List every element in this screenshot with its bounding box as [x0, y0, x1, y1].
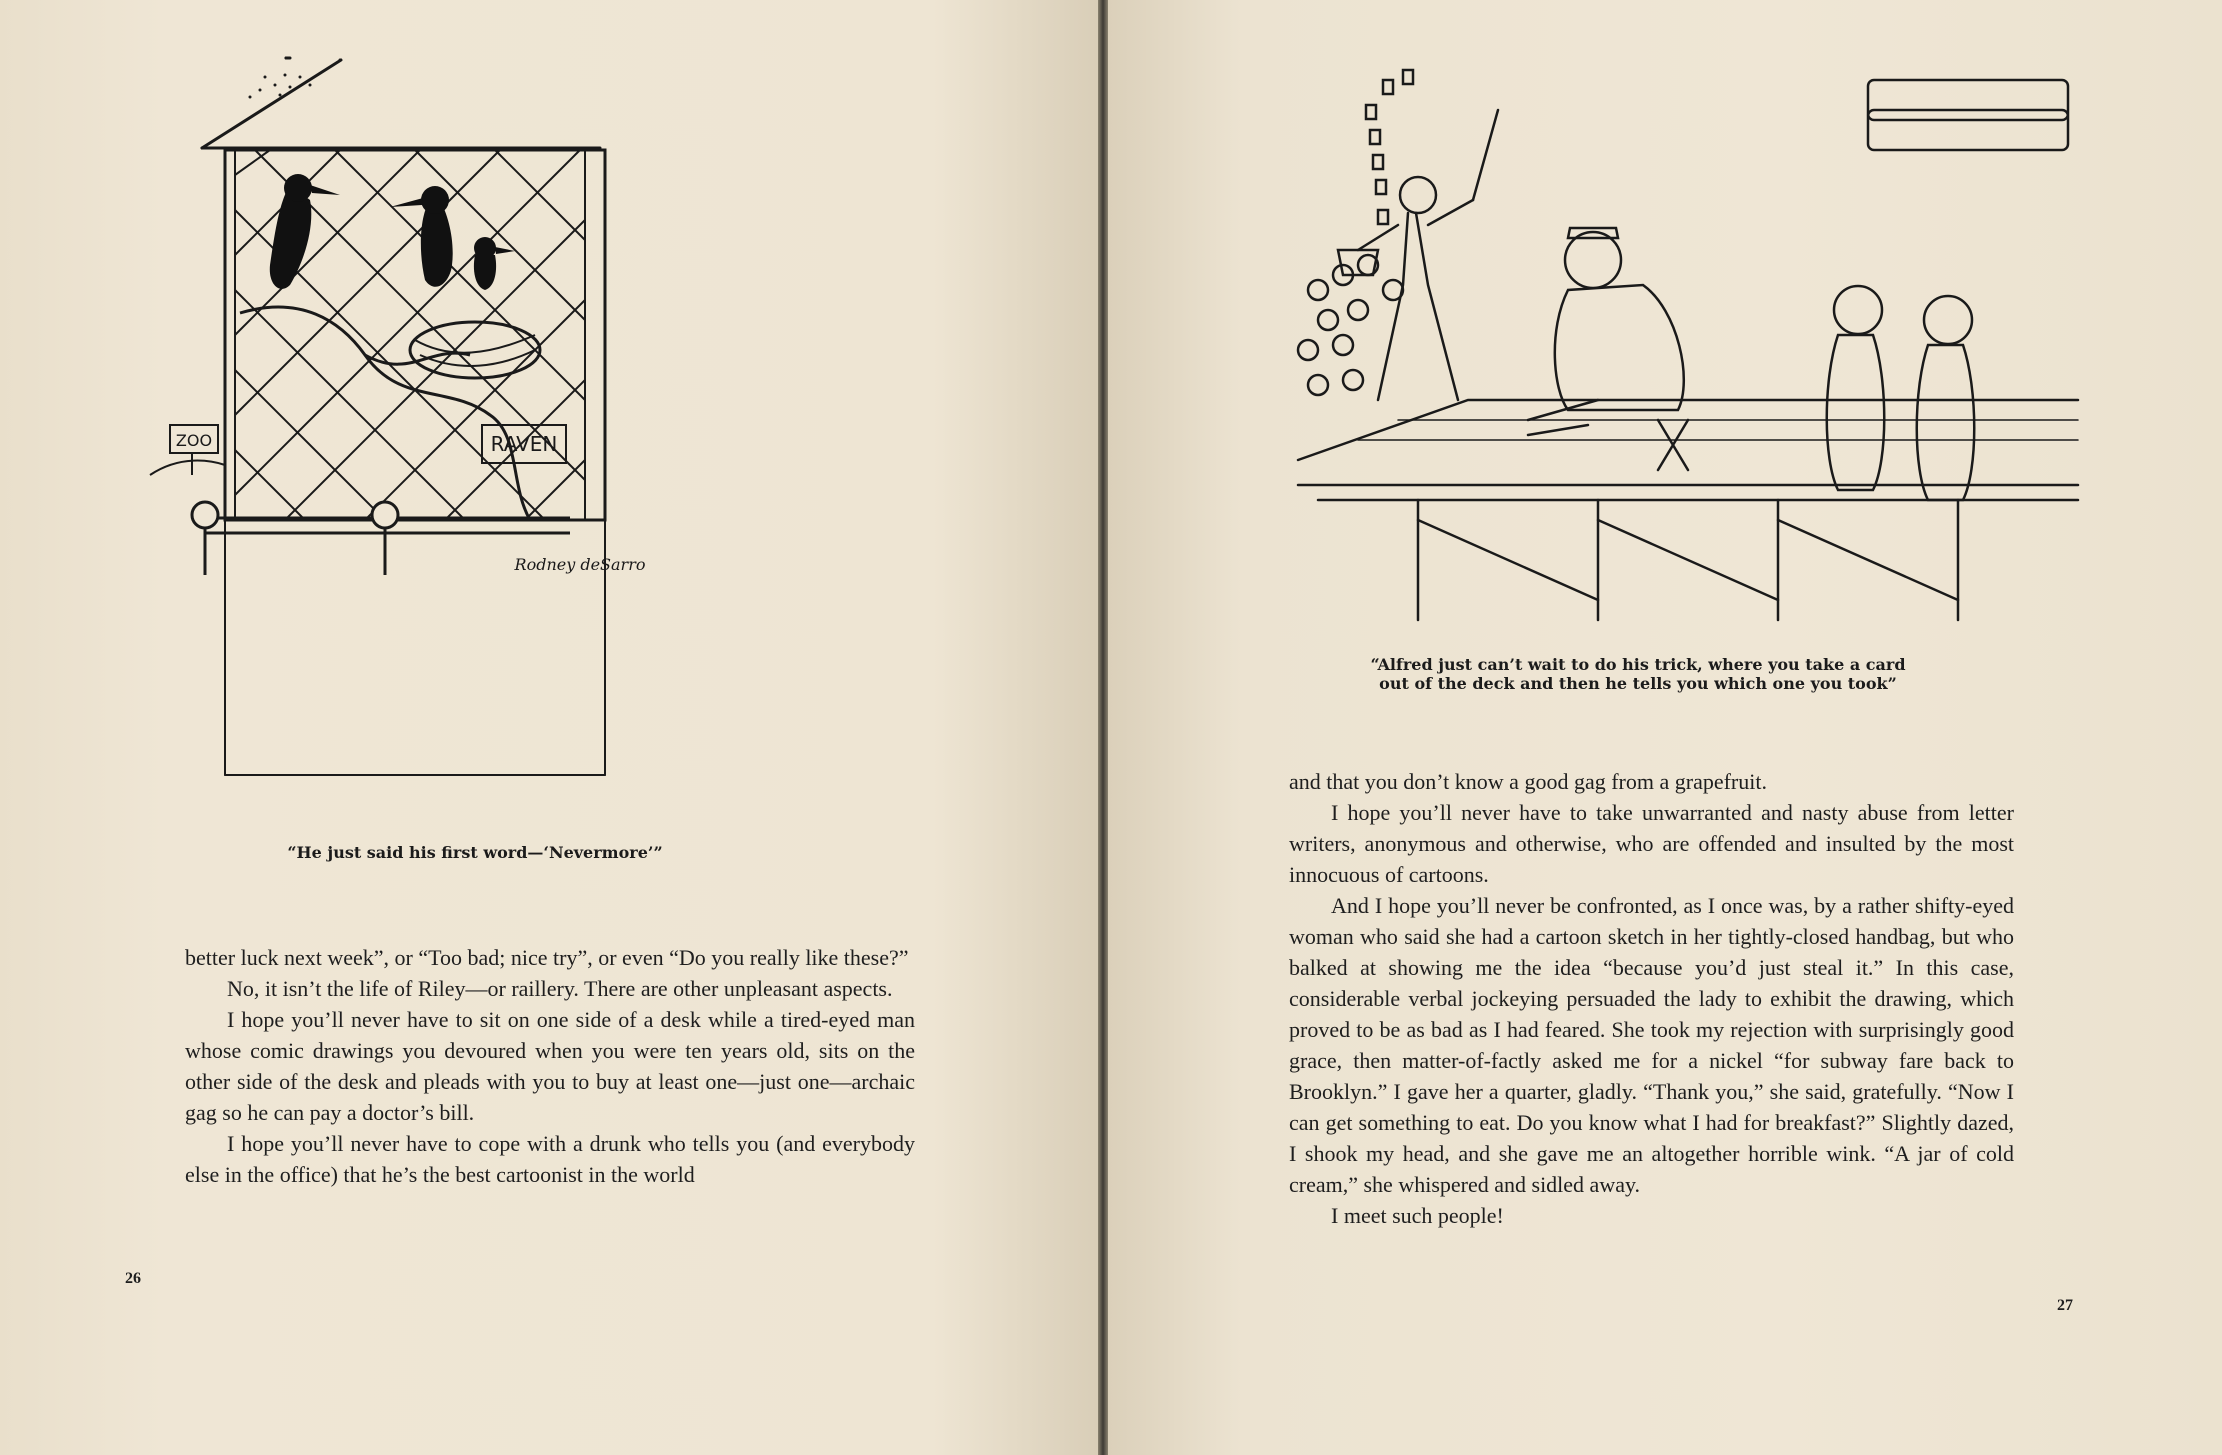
book-gutter — [1098, 0, 1108, 1455]
left-paragraph-3: I hope you’ll never have to sit on one side of a desk while a tired-eyed man whose comic drawings you devoured when you were ten years old, sits on the other side of the desk and pleads with you to buy at least one—just one—archaic gag so he can pay a doctor’s bill. — [185, 1007, 915, 1125]
magician-cartoon — [1298, 60, 2078, 630]
raven-sign-text: RAVEN — [490, 432, 558, 456]
raven-cartoon — [175, 55, 830, 840]
right-page-number: 27 — [2057, 1297, 2073, 1314]
left-cartoon-caption: “He just said his first word—‘Nevermore’” — [287, 843, 663, 862]
cartoon-signature: Rodney deSarro — [514, 555, 646, 574]
right-body-text — [1289, 766, 2014, 1231]
right-caption-line-1: “Alfred just can’t wait to do his trick, where you take a card — [1370, 655, 1906, 674]
left-body-text — [185, 942, 915, 1190]
left-paragraph-4: I hope you’ll never have to cope with a drunk who tells you (and everybody else in the office) that he’s the best cartoonist in the world — [185, 1131, 915, 1187]
left-page-number: 26 — [125, 1270, 141, 1287]
right-paragraph-1: and that you don’t know a good gag from a grapefruit. — [1289, 769, 1767, 794]
right-paragraph-3: And I hope you’ll never be confronted, as I once was, by a rather shifty-eyed woman who said she had a cartoon sketch in her tightly-closed handbag, but who balked at showing me the idea “because you’d just steal it.” In this case, considerable verbal jockeying persuaded the lady to exhibit the drawing, which proved to be as bad as I had feared. She took my rejection with surprisingly good grace, then matter-of-factly asked me for a nickel “for subway fare back to Brooklyn.” I gave her a quarter, gladly. “Thank you,” she said, gratefully. “Now I can get something to eat. Do you know what I had for breakfast?” Slightly dazed, I shook my head, and she gave me an altogether horrible wink. “A jar of cold cream,” she whispered and sidled away. — [1289, 893, 2014, 1197]
right-paragraph-2: I hope you’ll never have to take unwarranted and nasty abuse from letter writers, anonymous and otherwise, who are offended and insulted by the most innocuous of cartoons. — [1289, 800, 2014, 887]
zoo-sign-text: ZOO — [175, 431, 213, 450]
left-page — [0, 0, 1098, 1455]
right-page — [1108, 0, 2222, 1455]
left-paragraph-1: better luck next week”, or “Too bad; nice try”, or even “Do you really like these?” — [185, 945, 909, 970]
left-paragraph-2: No, it isn’t the life of Riley—or raillery. There are other unpleasant aspects. — [227, 976, 893, 1001]
right-caption-line-2: out of the deck and then he tells you which one you took” — [1379, 674, 1897, 693]
right-cartoon-caption — [1338, 655, 1938, 693]
right-paragraph-4: I meet such people! — [1331, 1203, 1504, 1228]
